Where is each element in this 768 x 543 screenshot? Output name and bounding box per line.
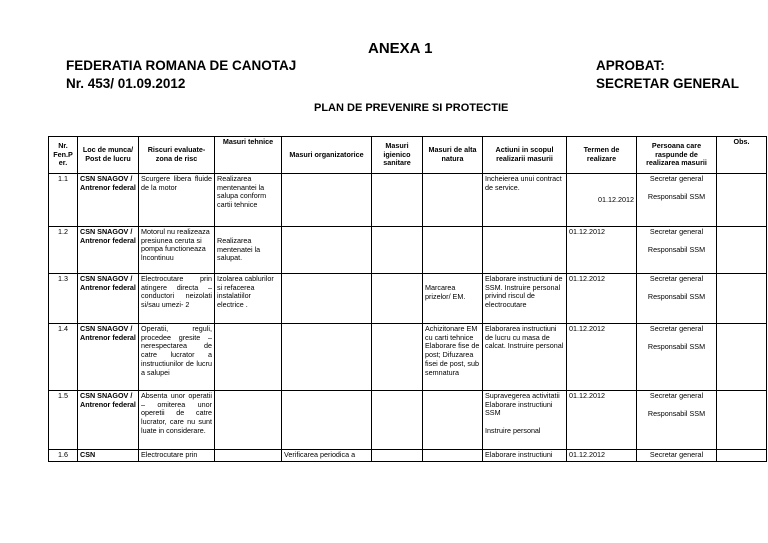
cell-igienico (372, 450, 423, 462)
cell-alta-natura (423, 174, 483, 227)
cell-nr: 1.6 (49, 450, 78, 462)
table-row (49, 274, 767, 324)
table-row (49, 391, 767, 450)
table-row (49, 227, 767, 274)
cell-loc: CSN SNAGOV / Antrenor federal (78, 391, 139, 450)
cell-nr: 1.1 (49, 174, 78, 227)
cell-persoana: Secretar general Responsabil SSM (637, 274, 717, 324)
cell-termen: 01.12.2012 (567, 174, 637, 227)
approver-title: SECRETAR GENERAL (596, 76, 740, 91)
prevention-plan-table (48, 136, 767, 462)
cell-loc: CSN SNAGOV / Antrenor federal (78, 227, 139, 274)
cell-tehnice (215, 324, 282, 391)
col-header-risc: Riscuri evaluate- zona de risc (139, 137, 215, 174)
cell-persoana: Secretar general Responsabil SSM (637, 391, 717, 450)
cell-igienico (372, 227, 423, 274)
col-header-nr: Nr. Fen.P er. (49, 137, 78, 174)
cell-loc: CSN (78, 450, 139, 462)
cell-alta-natura (423, 391, 483, 450)
cell-loc: CSN SNAGOV / Antrenor federal (78, 274, 139, 324)
cell-nr: 1.4 (49, 324, 78, 391)
cell-termen: 01.12.2012 (567, 450, 637, 462)
col-header-loc: Loc de munca/ Post de lucru (78, 137, 139, 174)
col-header-organizatorice: Masuri organizatorice (282, 137, 372, 174)
approved-label: APROBAT: (596, 58, 665, 73)
cell-persoana: Secretar general Responsabil SSM (637, 227, 717, 274)
cell-organizatorice (282, 391, 372, 450)
col-header-alta-natura: Masuri de alta natura (423, 137, 483, 174)
cell-actiuni: Elaborare instructiuni (483, 450, 567, 462)
cell-organizatorice (282, 274, 372, 324)
cell-actiuni: Elaborarea instructiuni de lucru cu masa de calcat. Instruire personal (483, 324, 567, 391)
cell-risc: Electrocutare prin atingere directa – conductori neizolati si/sau umezi- 2 (139, 274, 215, 324)
cell-nr: 1.5 (49, 391, 78, 450)
cell-nr: 1.3 (49, 274, 78, 324)
cell-organizatorice: Verificarea periodica a (282, 450, 372, 462)
cell-risc: Scurgere libera fluide de la motor (139, 174, 215, 227)
cell-igienico (372, 391, 423, 450)
cell-risc: Motorul nu realizeaza presiunea ceruta si pompa functioneaza lncontinuu (139, 227, 215, 274)
cell-tehnice: Realizarea mentenantei la salupa conform cartii tehnice (215, 174, 282, 227)
col-header-termen: Termen de realizare (567, 137, 637, 174)
cell-igienico (372, 274, 423, 324)
col-header-actiuni: Actiuni in scopul realizarii masurii (483, 137, 567, 174)
cell-obs (717, 274, 767, 324)
cell-tehnice: Izolarea cablurilor si refacerea instalatiilor electrice . (215, 274, 282, 324)
table-row (49, 450, 767, 462)
cell-persoana: Secretar general (637, 450, 717, 462)
cell-organizatorice (282, 174, 372, 227)
cell-termen: 01.12.2012 (567, 227, 637, 274)
cell-loc: CSN SNAGOV / Antrenor federal (78, 174, 139, 227)
cell-alta-natura: Marcarea prizelor/ EM. (423, 274, 483, 324)
cell-igienico (372, 324, 423, 391)
cell-termen: 01.12.2012 (567, 324, 637, 391)
cell-organizatorice (282, 324, 372, 391)
cell-termen: 01.12.2012 (567, 391, 637, 450)
table-header-row (49, 137, 767, 174)
cell-obs (717, 227, 767, 274)
cell-actiuni: Supravegerea activitatii Elaborare instructiuni SSM Instruire personal (483, 391, 567, 450)
cell-actiuni: Incheierea unui contract de service. (483, 174, 567, 227)
cell-loc: CSN SNAGOV / Antrenor federal (78, 324, 139, 391)
col-header-obs: Obs. (717, 137, 767, 174)
col-header-persoana: Persoana care raspunde de realizarea masurii (637, 137, 717, 174)
cell-actiuni: Elaborare instructiuni de SSM. Instruire personal privind riscul de electrocutare (483, 274, 567, 324)
table-row (49, 324, 767, 391)
cell-obs (717, 174, 767, 227)
cell-alta-natura: Achizitonare EM cu carti tehnice Elaborare fise de post; Difuzarea fisei de post, sub semnatura (423, 324, 483, 391)
cell-persoana: Secretar general Responsabil SSM (637, 174, 717, 227)
col-header-igienico: Masuri igienico sanitare (372, 137, 423, 174)
cell-actiuni (483, 227, 567, 274)
document-number: Nr. 453/ 01.09.2012 (66, 76, 186, 91)
cell-obs (717, 450, 767, 462)
cell-igienico (372, 174, 423, 227)
cell-obs (717, 324, 767, 391)
cell-tehnice: Realizarea mentenatei la salupat. (215, 227, 282, 274)
cell-organizatorice (282, 227, 372, 274)
plan-title: PLAN DE PREVENIRE SI PROTECTIE (314, 102, 509, 114)
col-header-tehnice: Masuri tehnice (215, 137, 282, 174)
cell-nr: 1.2 (49, 227, 78, 274)
cell-alta-natura (423, 227, 483, 274)
cell-risc: Operatii, reguli, procedee gresite – nerespectarea de catre lucrator a instructiunilor de lucru a salupei (139, 324, 215, 391)
cell-obs (717, 391, 767, 450)
organization-name: FEDERATIA ROMANA DE CANOTAJ (66, 58, 297, 73)
cell-persoana: Secretar general Responsabil SSM (637, 324, 717, 391)
table-row (49, 174, 767, 227)
cell-tehnice (215, 391, 282, 450)
cell-risc: Absenta unor operatii – omiterea unor operetii de catre lucrator, care nu sunt luate in considerare. (139, 391, 215, 450)
cell-tehnice (215, 450, 282, 462)
cell-alta-natura (423, 450, 483, 462)
cell-termen: 01.12.2012 (567, 274, 637, 324)
annex-label: ANEXA 1 (368, 40, 433, 57)
cell-risc: Electrocutare prin (139, 450, 215, 462)
